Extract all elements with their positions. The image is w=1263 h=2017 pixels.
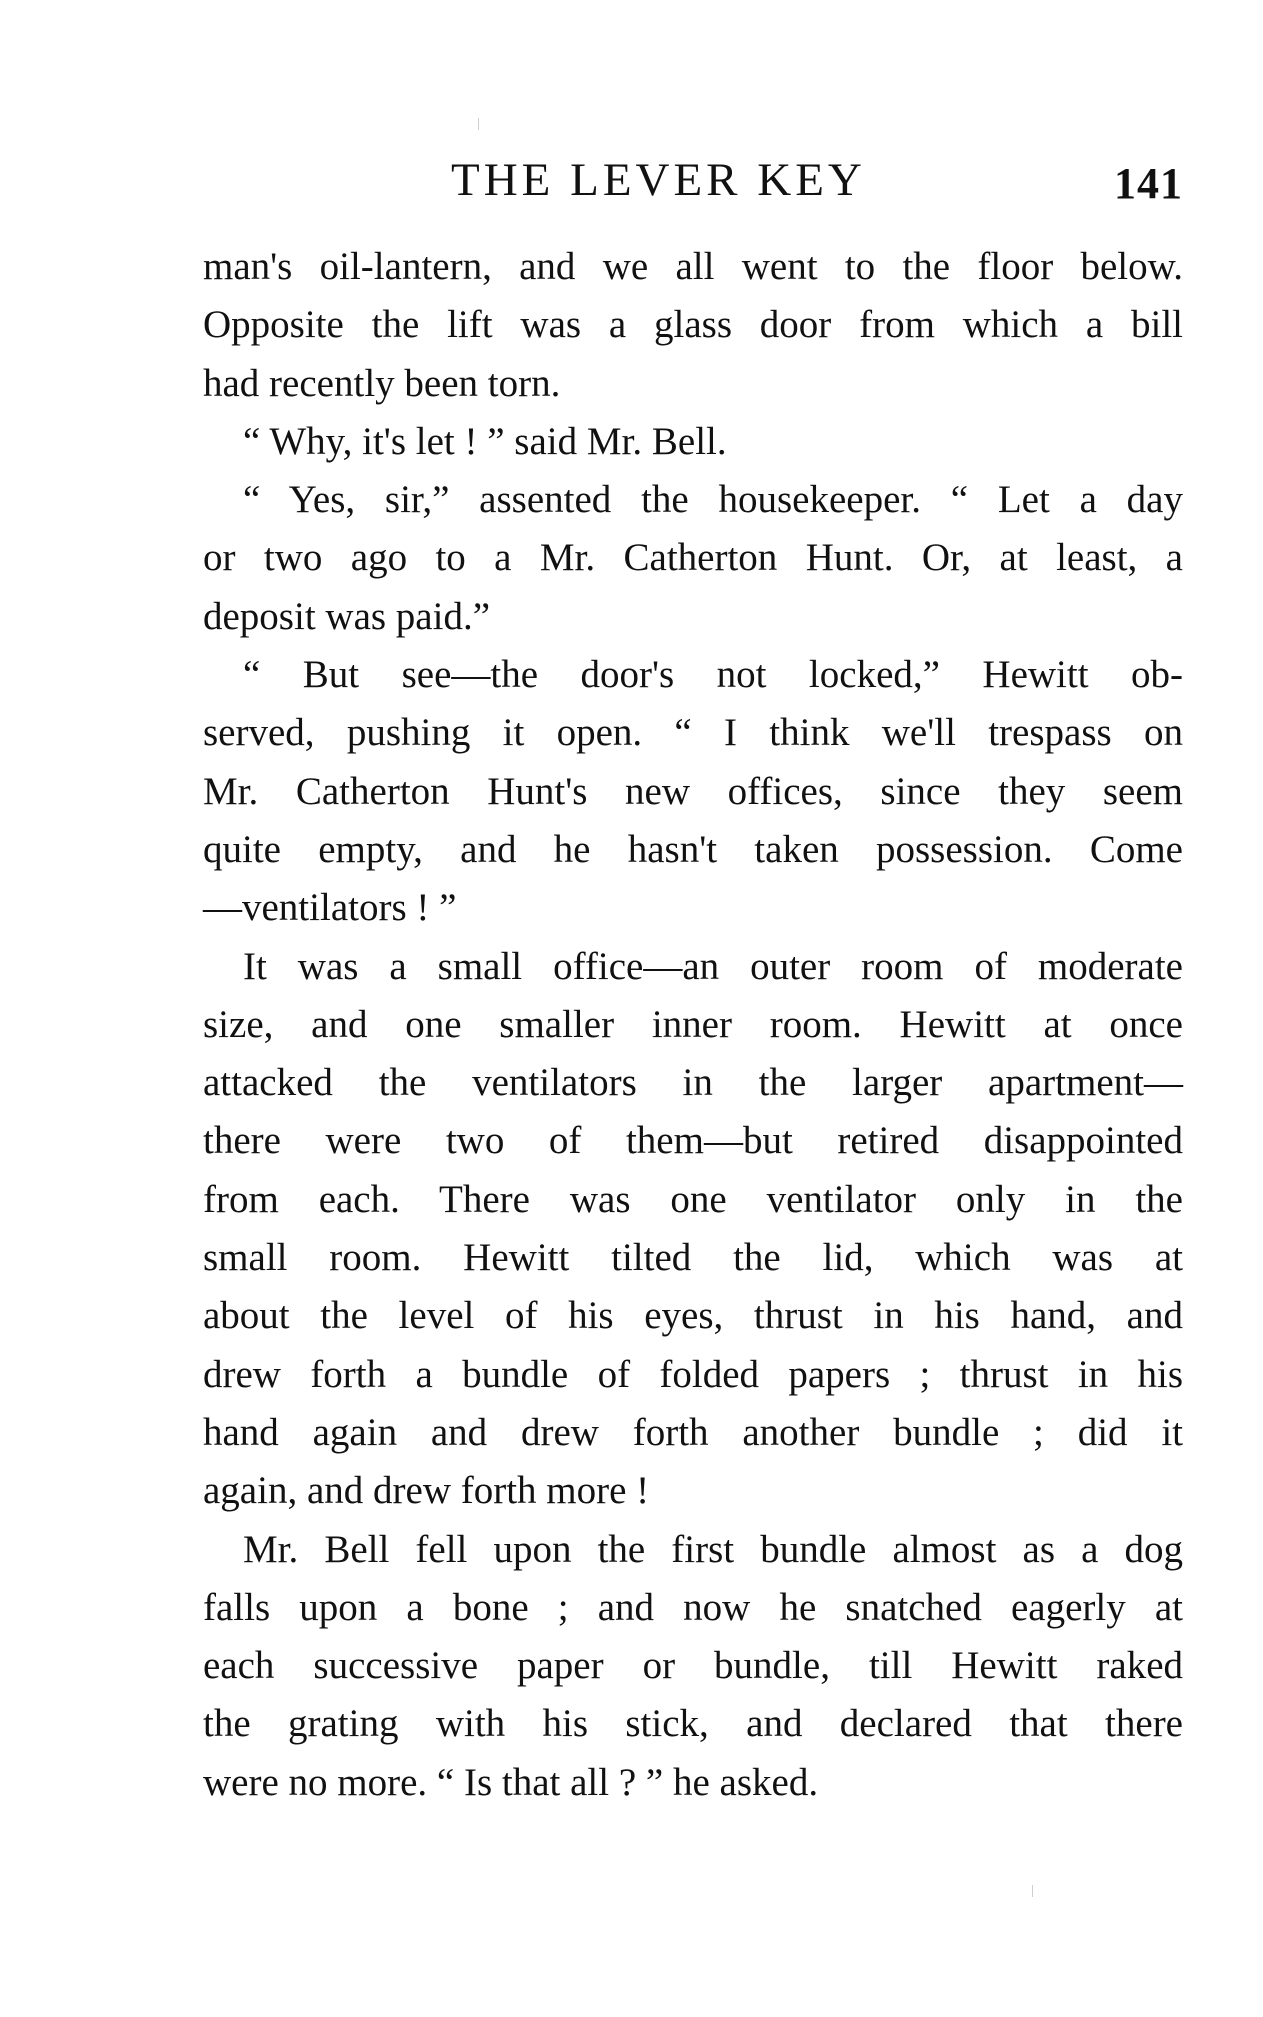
text-line: again, and drew forth more ! bbox=[203, 1469, 650, 1513]
text-line: size, and one smaller inner room. Hewitt at once bbox=[203, 1002, 1183, 1046]
text-line: “ But see—the door's not locked,” Hewitt ob- bbox=[243, 653, 1183, 697]
running-head bbox=[203, 150, 1183, 210]
text-line: hand again and drew forth another bundle ; did it bbox=[203, 1410, 1183, 1454]
text-line: each successive paper or bundle, till Hewitt raked bbox=[203, 1644, 1183, 1688]
text-line: had recently been torn. bbox=[203, 361, 561, 405]
text-line: drew forth a bundle of folded papers ; thrust in his bbox=[203, 1352, 1183, 1396]
text-line: Mr. Bell fell upon the first bundle almost as a dog bbox=[243, 1527, 1183, 1571]
text-line: Mr. Catherton Hunt's new offices, since they seem bbox=[203, 769, 1183, 813]
text-line: falls upon a bone ; and now he snatched eagerly at bbox=[203, 1585, 1183, 1629]
text-line: “ Why, it's let ! ” said Mr. Bell. bbox=[243, 419, 727, 463]
text-line: from each. There was one ventilator only in the bbox=[203, 1177, 1183, 1221]
text-line: attacked the ventilators in the larger apartment— bbox=[203, 1061, 1183, 1105]
text-line: —ventilators ! ” bbox=[203, 886, 457, 930]
body-text bbox=[203, 238, 1183, 1812]
text-line: It was a small office—an outer room of moderate bbox=[243, 944, 1183, 988]
text-line: there were two of them—but retired disappointed bbox=[203, 1119, 1183, 1163]
scan-speck bbox=[478, 118, 479, 130]
text-line: deposit was paid.” bbox=[203, 594, 491, 638]
scan-speck bbox=[1032, 1885, 1033, 1897]
text-line: small room. Hewitt tilted the lid, which was at bbox=[203, 1236, 1183, 1280]
page-number: 141 bbox=[1114, 159, 1183, 208]
text-line: were no more. “ Is that all ? ” he asked. bbox=[203, 1760, 819, 1804]
text-line: served, pushing it open. “ I think we'll trespass on bbox=[203, 711, 1183, 755]
text-line: Opposite the lift was a glass door from which a bill bbox=[203, 303, 1183, 347]
text-line: quite empty, and he hasn't taken possession. Come bbox=[203, 827, 1183, 871]
text-line: about the level of his eyes, thrust in his hand, and bbox=[203, 1294, 1183, 1338]
running-title: THE LEVER KEY bbox=[451, 154, 866, 206]
text-line: man's oil-lantern, and we all went to the floor below. bbox=[203, 245, 1183, 288]
text-line: “ Yes, sir,” assented the housekeeper. “ Let a day bbox=[243, 478, 1183, 522]
text-line: or two ago to a Mr. Catherton Hunt. Or, at least, a bbox=[203, 536, 1183, 580]
text-line: the grating with his stick, and declared that there bbox=[203, 1702, 1183, 1746]
